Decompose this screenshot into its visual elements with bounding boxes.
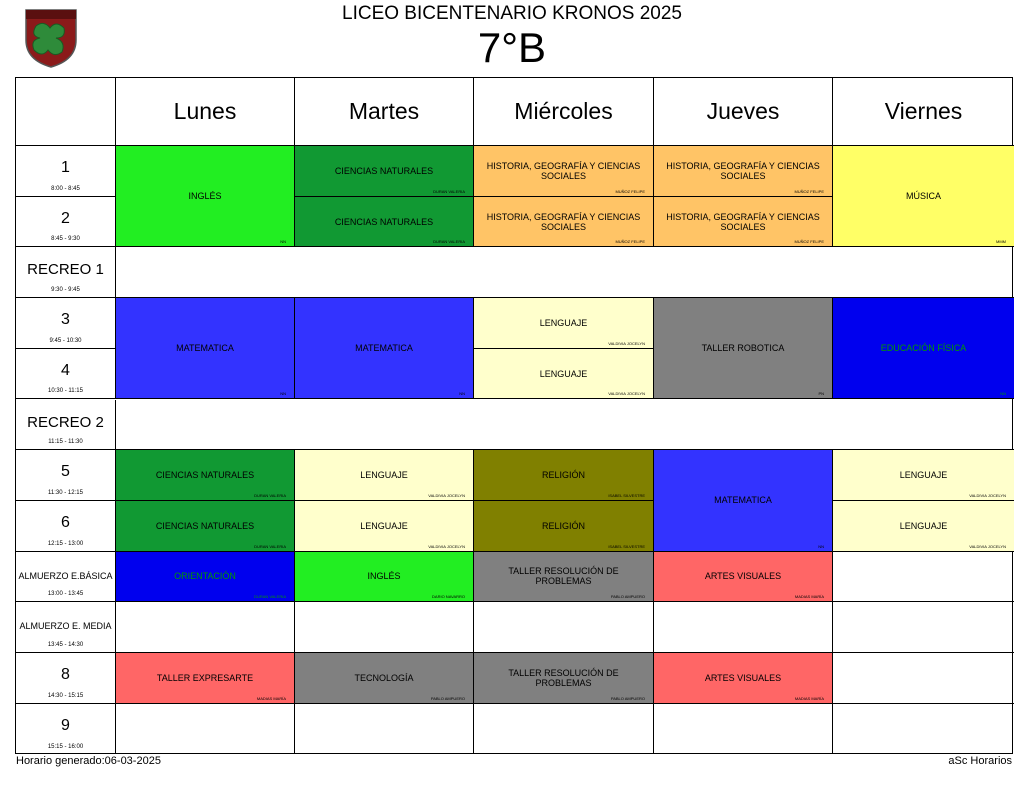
lesson-cell [474,298,654,349]
lesson-teacher: MADIAS MARÍA [794,695,824,701]
lesson-teacher: VALDIVIA JOCELYN [428,492,465,498]
empty-slot [833,602,1014,653]
period-label [16,197,116,248]
lesson-cell [116,298,295,399]
lesson-subject: HISTORIA, GEOGRAFÍA Y CIENCIAS SOCIALES [486,211,641,232]
lesson-teacher: DURAN VALERIA [254,492,286,498]
day-header: Martes [295,78,474,146]
period-time: 13:00 - 13:45 [47,591,84,598]
lesson-subject: INGLÉS [367,571,401,582]
lesson-subject: ARTES VISUALES [704,571,782,582]
lesson-cell [833,298,1014,399]
break-row [116,400,1014,451]
empty-slot [295,704,474,755]
lesson-cell [295,653,474,704]
lesson-cell [654,552,833,603]
lesson-cell [474,653,654,704]
period-time: 9:45 - 10:30 [49,337,82,344]
lesson-subject: MATEMATICA [176,343,234,354]
class-name: 7°B [477,24,547,71]
lesson-teacher: MUÑOZ FELIPE [794,239,824,245]
lesson-teacher: MADIAS MARÍA [794,594,824,600]
lesson-subject: INGLÉS [188,191,222,202]
period-time: 11:15 - 11:30 [48,439,83,446]
lesson-cell [474,197,654,248]
lesson-teacher: ISABEL SILVESTRE [608,492,645,498]
empty-slot [116,704,295,755]
lesson-teacher: PABLO AMPUERO [610,594,645,600]
lesson-subject: MÚSICA [905,191,941,202]
lesson-cell [116,501,295,552]
period-time: 10:30 - 11:15 [48,388,83,395]
period-label [16,146,116,197]
lesson-teacher: NN [280,239,286,245]
empty-slot [116,602,295,653]
period-time: 14:30 - 15:15 [47,692,84,699]
lesson-subject: CIENCIAS NATURALES [334,165,434,176]
period-time: 12:15 - 13:00 [47,540,84,547]
lesson-subject: LENGUAJE [899,470,948,481]
lesson-subject: MATEMATICA [355,343,413,354]
lesson-subject: ORIENTACIÓN [174,571,236,582]
lesson-cell [116,653,295,704]
lesson-subject: RELIGIÓN [541,470,585,481]
period-number: RECREO 1 [27,261,104,279]
period-label [16,298,116,349]
lesson-teacher: DURAN VALERIA [254,594,286,600]
lesson-cell [295,298,474,399]
lesson-cell [654,653,833,704]
lesson-teacher: ISABEL SILVESTRE [608,543,645,549]
period-number: ALMUERZO E. MEDIA [19,621,112,632]
period-time: 11:30 - 12:15 [48,489,83,496]
lesson-subject: HISTORIA, GEOGRAFÍA Y CIENCIAS SOCIALES [486,160,641,181]
lesson-subject: TALLER EXPRESARTE [156,672,254,683]
lesson-cell [654,197,833,248]
lesson-cell [116,552,295,603]
lesson-cell [654,298,833,399]
period-time: 8:00 - 8:45 [51,185,80,192]
lesson-subject: CIENCIAS NATURALES [155,520,255,531]
lesson-teacher: VALDIVIA JOCELYN [969,543,1006,549]
period-number: 5 [61,463,70,481]
period-number: 8 [61,666,70,683]
empty-slot [474,602,654,653]
empty-slot [654,704,833,755]
lesson-cell [474,552,654,603]
period-time: 13:45 - 14:30 [47,641,84,648]
period-number: 1 [61,159,70,176]
lesson-subject: LENGUAJE [360,470,408,481]
generated-date: Horario generado:06-03-2025 [16,755,161,767]
lesson-teacher: PABLO AMPUERO [430,695,465,701]
lesson-cell [654,450,833,551]
period-time: 8:45 - 9:30 [51,236,80,243]
lesson-cell [295,552,474,603]
page-title: LICEO BICENTENARIO KRONOS 2025 [342,3,682,24]
empty-slot [474,704,654,755]
period-number: RECREO 2 [27,413,104,431]
lesson-teacher: VALDIVIA JOCELYN [428,543,465,549]
lesson-teacher: PABLO AMPUERO [610,695,645,701]
period-number: ALMUERZO E.BÁSICA [18,570,113,581]
lesson-subject: ARTES VISUALES [704,672,782,683]
empty-slot [833,653,1014,704]
empty-slot [833,704,1014,755]
lesson-cell [474,501,654,552]
day-header: Viernes [833,78,1014,146]
lesson-subject: EDUCACIÓN FÍSICA [880,343,967,354]
period-number: 3 [61,311,70,329]
period-label [16,602,116,653]
lesson-teacher: NN [818,543,824,549]
lesson-subject: TALLER RESOLUCIÓN DE PROBLEMAS [508,667,619,688]
lesson-teacher: DURAN VALERIA [433,239,465,245]
lesson-cell [295,501,474,552]
lesson-cell [474,146,654,197]
lesson-teacher: DURAN VALERIA [433,188,465,194]
day-header: Jueves [654,78,833,146]
period-label [16,552,116,603]
lesson-subject: RELIGIÓN [541,520,585,531]
lesson-teacher: VALDIVIA JOCELYN [608,340,645,346]
lesson-subject: TALLER RESOLUCIÓN DE PROBLEMAS [508,566,619,587]
lesson-teacher: MUÑOZ FELIPE [615,239,645,245]
period-label [16,450,116,501]
break-row [116,247,1014,298]
period-number: 9 [61,716,70,734]
lesson-subject: LENGUAJE [539,317,588,328]
corner-cell [16,78,116,146]
lesson-cell [295,197,474,248]
lesson-teacher: NN [459,391,465,397]
lesson-subject: HISTORIA, GEOGRAFÍA Y CIENCIAS SOCIALES [666,160,820,181]
lesson-teacher: NN [280,391,286,397]
period-label [16,501,116,552]
lesson-subject: TALLER ROBOTICA [701,343,785,354]
lesson-teacher: MUÑOZ FELIPE [615,188,645,194]
footer-brand: aSc Horarios [948,755,1012,767]
lesson-cell [474,450,654,501]
timetable-grid [15,77,1013,754]
lesson-cell [116,146,295,247]
lesson-cell [474,349,654,400]
lesson-subject: MATEMATICA [714,495,772,506]
lesson-teacher: MMM [996,239,1006,245]
lesson-subject: HISTORIA, GEOGRAFÍA Y CIENCIAS SOCIALES [666,211,820,232]
lesson-cell [295,450,474,501]
lesson-teacher: VALDIVIA JOCELYN [608,391,645,397]
lesson-subject: TECNOLOGÍA [354,672,414,683]
lesson-cell [833,450,1014,501]
day-header: Lunes [116,78,295,146]
lesson-cell [833,146,1014,247]
lesson-teacher: PN [818,391,824,397]
lesson-cell [116,450,295,501]
lesson-cell [295,146,474,197]
lesson-teacher: DARIO NAVARRO [432,594,465,600]
period-label [16,653,116,704]
lesson-subject: CIENCIAS NATURALES [155,470,255,481]
lesson-subject: LENGUAJE [360,520,408,531]
lesson-cell [654,146,833,197]
lesson-subject: CIENCIAS NATURALES [334,216,434,227]
period-number: 6 [61,513,70,531]
lesson-teacher: MADIAS MARÍA [256,695,286,701]
lesson-subject: LENGUAJE [899,520,948,531]
lesson-teacher: MUÑOZ FELIPE [794,188,824,194]
lesson-cell [833,501,1014,552]
day-header: Miércoles [474,78,654,146]
lesson-subject: LENGUAJE [539,368,588,379]
period-label [16,247,116,298]
lesson-teacher: VALDIVIA JOCELYN [969,492,1006,498]
period-number: 2 [61,209,70,227]
empty-slot [654,602,833,653]
empty-slot [295,602,474,653]
period-label [16,349,116,400]
lesson-teacher: NN [1000,391,1006,397]
period-time: 15:15 - 16:00 [47,744,84,751]
empty-slot [833,552,1014,603]
period-label [16,704,116,755]
period-number: 4 [61,361,70,379]
period-label [16,400,116,451]
period-time: 9:30 - 9:45 [51,287,80,294]
lesson-teacher: DURAN VALERIA [254,543,286,549]
